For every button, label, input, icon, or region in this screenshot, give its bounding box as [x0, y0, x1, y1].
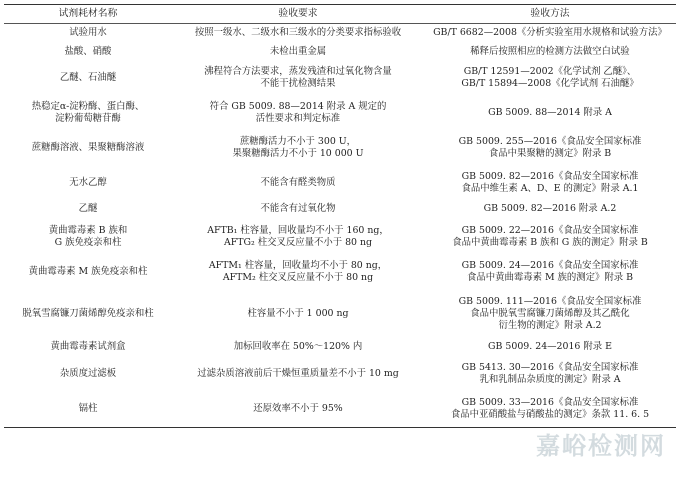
cell-line: 蔗糖酶活力不小于 300 U，: [239, 136, 357, 147]
table-row: [4, 166, 676, 200]
cell-line: GB 5009. 111—2016《食品安全国家标准: [458, 295, 642, 307]
cell-line: GB/T 15894—2008《化学试剂 石油醚》: [461, 78, 639, 89]
cell-line: 活性要求和判定标准: [255, 113, 341, 124]
acceptance-table: [4, 4, 676, 428]
cell-line: 乳和乳制品杂质度的测定》附录 A: [479, 374, 621, 385]
cell-line: GB 5009. 24—2016《食品安全国家标准: [461, 260, 639, 271]
cell-line: 沸程符合方法要求，蒸发残渣和过氧化物含量: [204, 66, 392, 77]
cell-line: 无水乙醇: [69, 176, 107, 188]
table-row: [4, 338, 676, 357]
cell-name: [4, 338, 172, 357]
cell-requirement: [172, 392, 424, 428]
table-row: [4, 255, 676, 290]
table-row: [4, 200, 676, 219]
cell-line: 食品中果聚糖的测定》附录 B: [488, 148, 612, 159]
cell-method: [424, 290, 676, 338]
cell-line: 柱容量不小于 1 000 ng: [247, 307, 349, 319]
cell-method: [424, 338, 676, 357]
cell-requirement: [172, 338, 424, 357]
cell-name: [4, 96, 172, 131]
cell-line: 脱氧雪腐镰刀菌烯醇免疫亲和柱: [22, 307, 154, 319]
cell-name: [4, 61, 172, 96]
cell-line: GB 5413. 30—2016《食品安全国家标准: [461, 362, 639, 373]
cell-line: 食品中黄曲霉毒素 M 族的测定》附录 B: [466, 272, 634, 283]
table-row: [4, 61, 676, 96]
cell-line: 未检出重金属: [269, 45, 327, 57]
cell-line: 盐酸、硝酸: [64, 45, 112, 57]
cell-name: [4, 24, 172, 43]
cell-name: [4, 357, 172, 392]
table-row: [4, 43, 676, 61]
cell-requirement: [172, 166, 424, 200]
cell-requirement: [172, 61, 424, 96]
cell-line: G 族免疫亲和柱: [54, 236, 122, 248]
cell-requirement: [172, 357, 424, 392]
cell-line: 黄曲霉毒素 M 族免疫亲和柱: [28, 266, 148, 277]
header-name: 试剂耗材名称: [58, 8, 118, 19]
table-row: [4, 131, 676, 166]
cell-line: 食品中亚硝酸盐与硝酸盐的测定》条款 11. 6. 5: [450, 409, 650, 421]
cell-line: 黄曲霉毒素试剂盒: [50, 341, 126, 352]
cell-line: 镉柱: [78, 403, 98, 415]
cell-line: 果聚糖酶活力不小于 10 000 U: [232, 148, 364, 159]
cell-line: GB/T 12591—2002《化学试剂 乙醚》、: [463, 66, 637, 77]
cell-method: [424, 392, 676, 428]
cell-line: GB 5009. 33—2016《食品安全国家标准: [461, 397, 639, 409]
cell-line: GB 5009. 82—2016 附录 A.2: [483, 203, 617, 214]
cell-method: [424, 219, 676, 255]
site-watermark: 嘉峪检测网: [536, 432, 666, 460]
cell-line: 杂质度过滤板: [59, 368, 117, 379]
table-row: [4, 24, 676, 43]
cell-name: [4, 43, 172, 61]
cell-line: 食品中黄曲霉毒素 B 族和 G 族的测定》附录 B: [452, 236, 648, 248]
cell-name: [4, 219, 172, 255]
cell-requirement: [172, 219, 424, 255]
cell-line: GB 5009. 88—2014 附录 A: [488, 107, 612, 118]
cell-name: [4, 290, 172, 338]
cell-requirement: [172, 200, 424, 219]
cell-line: GB 5009. 255—2016《食品安全国家标准: [458, 136, 642, 147]
cell-line: 稀释后按照相应的检测方法做空白试验: [470, 45, 630, 57]
cell-line: GB/T 6682—2008《分析实验室用水规格和试验方法》: [433, 27, 667, 39]
cell-requirement: [172, 24, 424, 43]
cell-line: 符合 GB 5009. 88—2014 附录 A 规定的: [209, 101, 387, 112]
cell-line: 衍生物的测定》附录 A.2: [498, 319, 602, 331]
cell-requirement: [172, 131, 424, 166]
cell-line: GB 5009. 24—2016 附录 E: [488, 341, 612, 352]
cell-line: AFTM₂ 柱交叉反应量不小于 80 ng: [222, 272, 374, 283]
header-requirement: 验收要求: [278, 8, 318, 19]
cell-method: [424, 61, 676, 96]
cell-line: 过滤杂质溶液前后干燥恒重质量差不小于 10 mg: [197, 368, 399, 379]
cell-line: 热稳定α-淀粉酶、蛋白酶、: [31, 101, 145, 112]
cell-method: [424, 166, 676, 200]
cell-method: [424, 24, 676, 43]
table-row: [4, 290, 676, 338]
cell-method: [424, 200, 676, 219]
cell-line: 乙醚: [78, 203, 98, 214]
table-body: [4, 24, 676, 428]
table-header-row: [4, 5, 676, 24]
cell-line: 蔗糖酶溶液、果聚糖酶溶液: [31, 142, 145, 153]
table-row: [4, 392, 676, 428]
cell-line: AFTB₁ 柱容量，回收量均不小于 160 ng，: [207, 224, 389, 236]
table-row: [4, 96, 676, 131]
cell-line: 乙醚、石油醚: [59, 72, 117, 83]
cell-line: 黄曲霉毒素 B 族和: [48, 224, 128, 236]
cell-requirement: [172, 96, 424, 131]
cell-line: 淀粉葡萄糖苷酶: [55, 113, 121, 124]
cell-name: [4, 200, 172, 219]
cell-method: [424, 96, 676, 131]
cell-line: 还原效率不小于 95%: [253, 403, 343, 415]
cell-method: [424, 255, 676, 290]
cell-line: 食品中维生素 A、D、E 的测定》附录 A.1: [461, 182, 639, 194]
table-row: [4, 219, 676, 255]
cell-line: 按照一级水、二级水和三级水的分类要求指标验收: [194, 27, 402, 39]
cell-name: [4, 131, 172, 166]
cell-requirement: [172, 255, 424, 290]
cell-requirement: [172, 290, 424, 338]
cell-line: AFTG₂ 柱交叉反应量不小于 80 ng: [223, 236, 373, 248]
cell-name: [4, 255, 172, 290]
cell-method: [424, 357, 676, 392]
cell-name: [4, 392, 172, 428]
header-method: 验收方法: [530, 8, 570, 19]
cell-name: [4, 166, 172, 200]
cell-method: [424, 131, 676, 166]
cell-line: 加标回收率在 50%～120% 内: [233, 341, 363, 352]
cell-line: 试验用水: [69, 27, 107, 39]
cell-requirement: [172, 43, 424, 61]
cell-line: GB 5009. 22—2016《食品安全国家标准: [461, 224, 639, 236]
table-row: [4, 357, 676, 392]
cell-line: 不能含有醛类物质: [260, 176, 336, 188]
cell-method: [424, 43, 676, 61]
cell-line: 不能干扰检测结果: [260, 78, 336, 89]
cell-line: 食品中脱氧雪腐镰刀菌烯醇及其乙酰化: [470, 307, 630, 319]
cell-line: AFTM₁ 柱容量，回收量均不小于 80 ng，: [208, 260, 388, 271]
cell-line: 不能含有过氧化物: [260, 203, 336, 214]
cell-line: GB 5009. 82—2016《食品安全国家标准: [461, 170, 639, 182]
